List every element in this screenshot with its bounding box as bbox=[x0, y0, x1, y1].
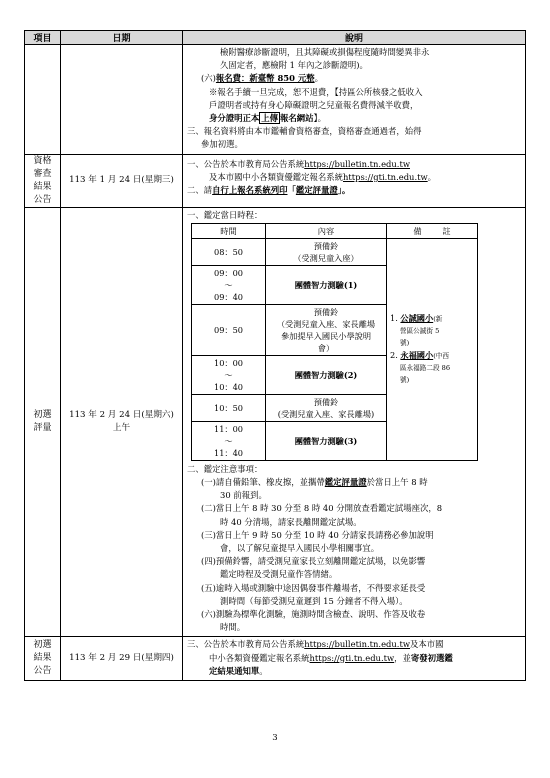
note-item: (六)測驗為標準化測驗，施測時間含檢查、說明、作答及收卷 bbox=[201, 609, 426, 620]
table-row bbox=[25, 45, 526, 155]
item-cell: 資格 審查 結果 公告 bbox=[25, 154, 61, 207]
date-cell: 113 年 2 月 24 日(星期六) 上午 bbox=[61, 207, 183, 637]
schedule-table bbox=[24, 30, 526, 681]
table-row bbox=[25, 637, 526, 681]
date-cell: 113 年 2 月 29 日(星期四) bbox=[61, 637, 183, 681]
note-item: (一)請自備鉛筆、橡皮擦，並攜帶鑑定評量證於當日上午 8 時 bbox=[201, 477, 428, 488]
fee-text: 報名費：新臺幣 850 元整 bbox=[215, 73, 315, 84]
notes-list bbox=[187, 476, 521, 634]
header-date: 日期 bbox=[61, 31, 183, 45]
date-cell: 113 年 1 月 24 日(星期三) bbox=[61, 154, 183, 207]
registration-fee-cell: 檢附醫療診斷證明，且其障礙或損傷程度隨時間變異非永 久固定者，應檢附 1 年內之診斷證明)。 (六)報名費：新臺幣 850 元整。 ※報名手續一旦完成，恕不退費，【持區公所核發之低收入 戶證明者或持有身心障礙證明之兒童報名費得減半收費， 身分證明正本 上傳 報名網站】。 三、報名資料將由本市鑑輔會資格審查，資格審查通過者，始得 參加初選。 bbox=[183, 45, 526, 155]
note-item-cont: 時 40 分清場，請家長離開鑑定試場。 bbox=[220, 516, 362, 527]
note-item-cont: 鑑定時程及受測兒童作答情緒。 bbox=[220, 569, 338, 580]
bulletin-link[interactable]: https://bulletin.tn.edu.tw bbox=[304, 639, 410, 650]
document-page bbox=[24, 30, 526, 681]
description-cell: 三、公告於本市教育局公告系統https://bulletin.tn.edu.tw及本市國 中小各類資優鑑定報名系統https://gti.tn.edu.tw，並寄發初選鑑 定結果通知單。 bbox=[183, 637, 526, 681]
description-cell: 一、鑑定當日時程： 時間 內容 備 註 08：50 預備鈴 （受測兒童入座） 1. 公誠國小(新 營區公誠街 5 號) 2. 永福國小(中西 區永福路二段 86 號) 09：00 ～ 09：40 團體智力測驗(1) 09：50 預備鈴 （受測兒童入座、家長離場 參加提早入國民小學說明 會） 10：00 ～ 10：40 團體智力測驗(2) 10：50 預備鈴 (受測兒童入座、家長離場) 11：00 ～ 11：40 團體智力測驗(3) 二、鑑定注意事項： (一)請自備鉛筆、橡皮擦，並攜帶鑑定評量證於當日上午 8 時 30 前報到。 (二)當日上午 8 時 30 分至 8 時 40 分開放查看鑑定試場座次，8 時 40 分清場，請家長離開鑑定試場。 (三)當日上午 9 時 50 分至 10 時 40 分請家長請務必參加說明 會，以了解兒童提早入國民小學相關事宜。 (四)預備鈴響，請受測兒童家長立刻離開鑑定試場，以免影響 鑑定時程及受測兒童作答情緒。 (五)逾時入場或測驗中途因偶發事件離場者，不得要求延長受 測時間（每節受測兒童遲到 15 分鐘者不得入場）。 (六)測驗為標準化測驗，施測時間含檢查、說明、作答及收卷 時間。 bbox=[183, 207, 526, 637]
page-number: 3 bbox=[272, 733, 278, 743]
note-item: (五)逾時入場或測驗中途因偶發事件離場者，不得要求延長受 bbox=[201, 582, 426, 593]
note-item-cont: 會，以了解兒童提早入國民小學相關事宜。 bbox=[220, 543, 380, 554]
venue-note: 1. 公誠國小(新 營區公誠街 5 號) 2. 永福國小(中西 區永福路二段 86 號) bbox=[387, 238, 478, 460]
venue-yongfu: 永福國小 bbox=[400, 350, 434, 361]
item-cell: 初選 評量 bbox=[25, 207, 61, 637]
note-item: (四)預備鈴響，請受測兒童家長立刻離開鑑定試場，以免影響 bbox=[201, 556, 426, 567]
venue-gongcheng: 公誠國小 bbox=[400, 313, 434, 324]
note-item: (三)當日上午 9 時 50 分至 10 時 40 分請家長請務必參加說明 bbox=[201, 529, 434, 540]
note-item-cont: 時間。 bbox=[220, 622, 246, 633]
gti-link[interactable]: https://gti.tn.edu.tw bbox=[309, 652, 395, 663]
table-header-row bbox=[25, 31, 526, 45]
upload-highlight: 上傳 bbox=[261, 113, 278, 124]
gti-link[interactable]: https://gti.tn.edu.tw bbox=[343, 171, 428, 182]
bulletin-link[interactable]: https://bulletin.tn.edu.tw bbox=[304, 158, 410, 169]
table-row bbox=[25, 207, 526, 637]
header-item: 項目 bbox=[25, 31, 61, 45]
exam-timetable: 時間 內容 備 註 08：50 預備鈴 （受測兒童入座） 1. 公誠國小(新 營區公誠街 5 號) 2. 永福國小(中西 區永福路二段 86 號) 09：00 ～ 09：40 團體智力測驗(1) 09：50 預備鈴 （受測兒童入座、家長離場 參加提早入國民小學說明 會） 10：00 ～ 10：40 團體智力測驗(2) 10：50 預備鈴 (受測兒童入座、家長離場) 11：00 ～ 11：40 團體智力測驗(3) bbox=[191, 223, 478, 461]
table-row bbox=[25, 154, 526, 207]
description-cell: 一、公告於本市教育局公告系統https://bulletin.tn.edu.tw 及本市國中小各類資優鑑定報名系統https://gti.tn.edu.tw。 二、請自行上報名系統列印「鑑定評量證」。 bbox=[183, 154, 526, 207]
item-cell: 初選 結果 公告 bbox=[25, 637, 61, 681]
note-item-cont: 30 前報到。 bbox=[220, 490, 267, 501]
header-desc: 說明 bbox=[183, 31, 526, 45]
note-item: (二)當日上午 8 時 30 分至 8 時 40 分開放查看鑑定試場座次，8 bbox=[201, 503, 443, 514]
note-item-cont: 測時間（每節受測兒童遲到 15 分鐘者不得入場）。 bbox=[220, 595, 408, 606]
